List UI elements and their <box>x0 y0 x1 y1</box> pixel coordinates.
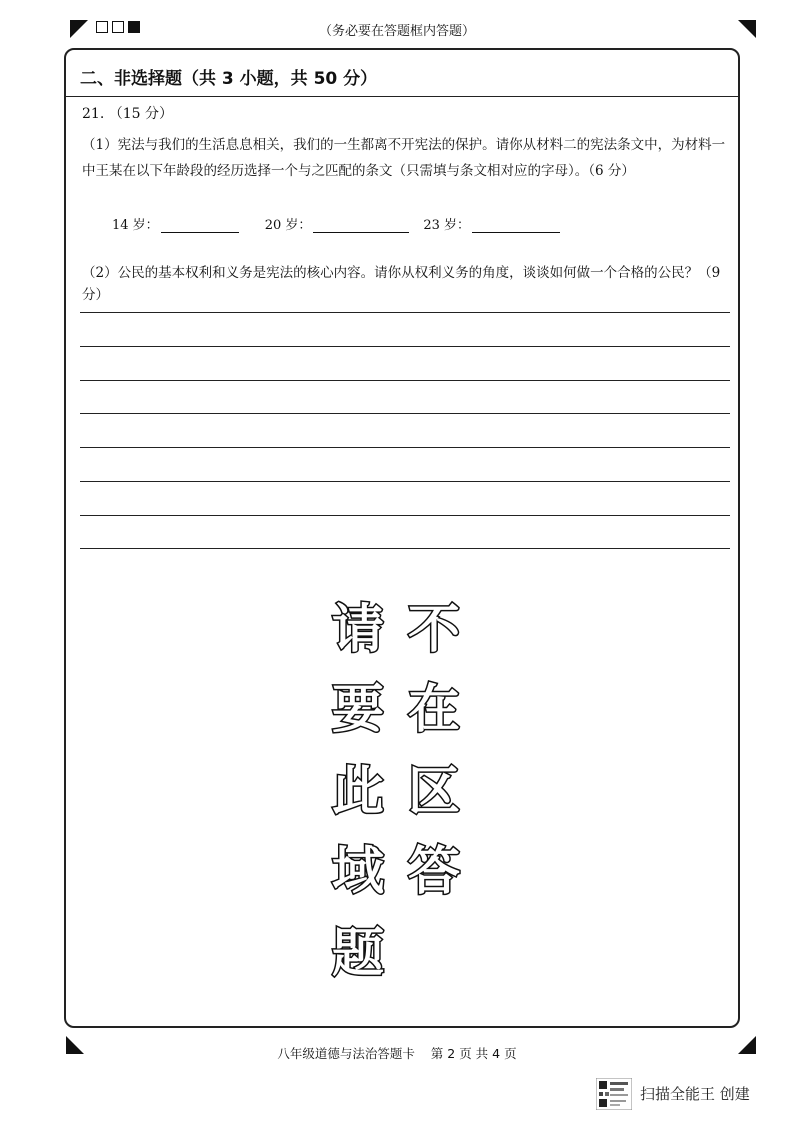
answer-instruction: （务必要在答题框内答题） <box>318 24 475 39</box>
blank-label-20: 20 岁： <box>264 218 312 233</box>
answer-line[interactable] <box>80 312 730 313</box>
answer-line[interactable] <box>80 447 730 448</box>
answer-blank-20[interactable] <box>313 218 409 233</box>
answer-blank-23[interactable] <box>472 218 560 233</box>
scanner-qr-logo-icon <box>596 1078 632 1110</box>
stamp-char: 在 <box>408 680 461 740</box>
stamp-char: 区 <box>408 762 461 822</box>
age-blanks-row <box>112 214 560 233</box>
answer-line[interactable] <box>80 515 730 516</box>
answer-line[interactable] <box>80 481 730 482</box>
stamp-char: 请 <box>332 600 385 660</box>
stamp-char: 不 <box>408 600 461 660</box>
page-footer: 八年级道德与法治答题卡 第 2 页 共 4 页 <box>277 1046 517 1061</box>
section-divider <box>66 96 738 97</box>
blank-label-14: 14 岁： <box>112 218 159 233</box>
question-number: 21. （15 分） <box>82 106 173 122</box>
answer-line[interactable] <box>80 413 730 414</box>
section-title: 二、非选择题（共 3 小题，共 50 分） <box>80 69 378 89</box>
scanner-watermark-text: 扫描全能王 创建 <box>640 1085 750 1103</box>
answer-line[interactable] <box>80 548 730 549</box>
stamp-char: 此 <box>332 762 385 822</box>
question-part2-text: （2）公民的基本权利和义务是宪法的核心内容。请你从权利义务的角度，谈谈如何做一个合格的公民？（9 分） <box>82 265 721 303</box>
stamp-char: 要 <box>332 680 385 740</box>
blank-label-23: 23 岁： <box>423 218 471 233</box>
stamp-char: 题 <box>332 924 385 984</box>
answer-frame <box>64 48 740 1028</box>
stamp-char: 答 <box>408 842 461 902</box>
stamp-char: 域 <box>332 842 385 902</box>
question-part1-text: （1）宪法与我们的生活息息相关，我们的一生都离不开宪法的保护。请你从材料二的宪法条文中，为材料一中王某在以下年龄段的经历选择一个与之匹配的条文（只需填与条文相对应的字母）。（6 分） <box>82 137 726 179</box>
answer-line[interactable] <box>80 346 730 347</box>
answer-blank-14[interactable] <box>161 218 239 233</box>
answer-line[interactable] <box>80 380 730 381</box>
